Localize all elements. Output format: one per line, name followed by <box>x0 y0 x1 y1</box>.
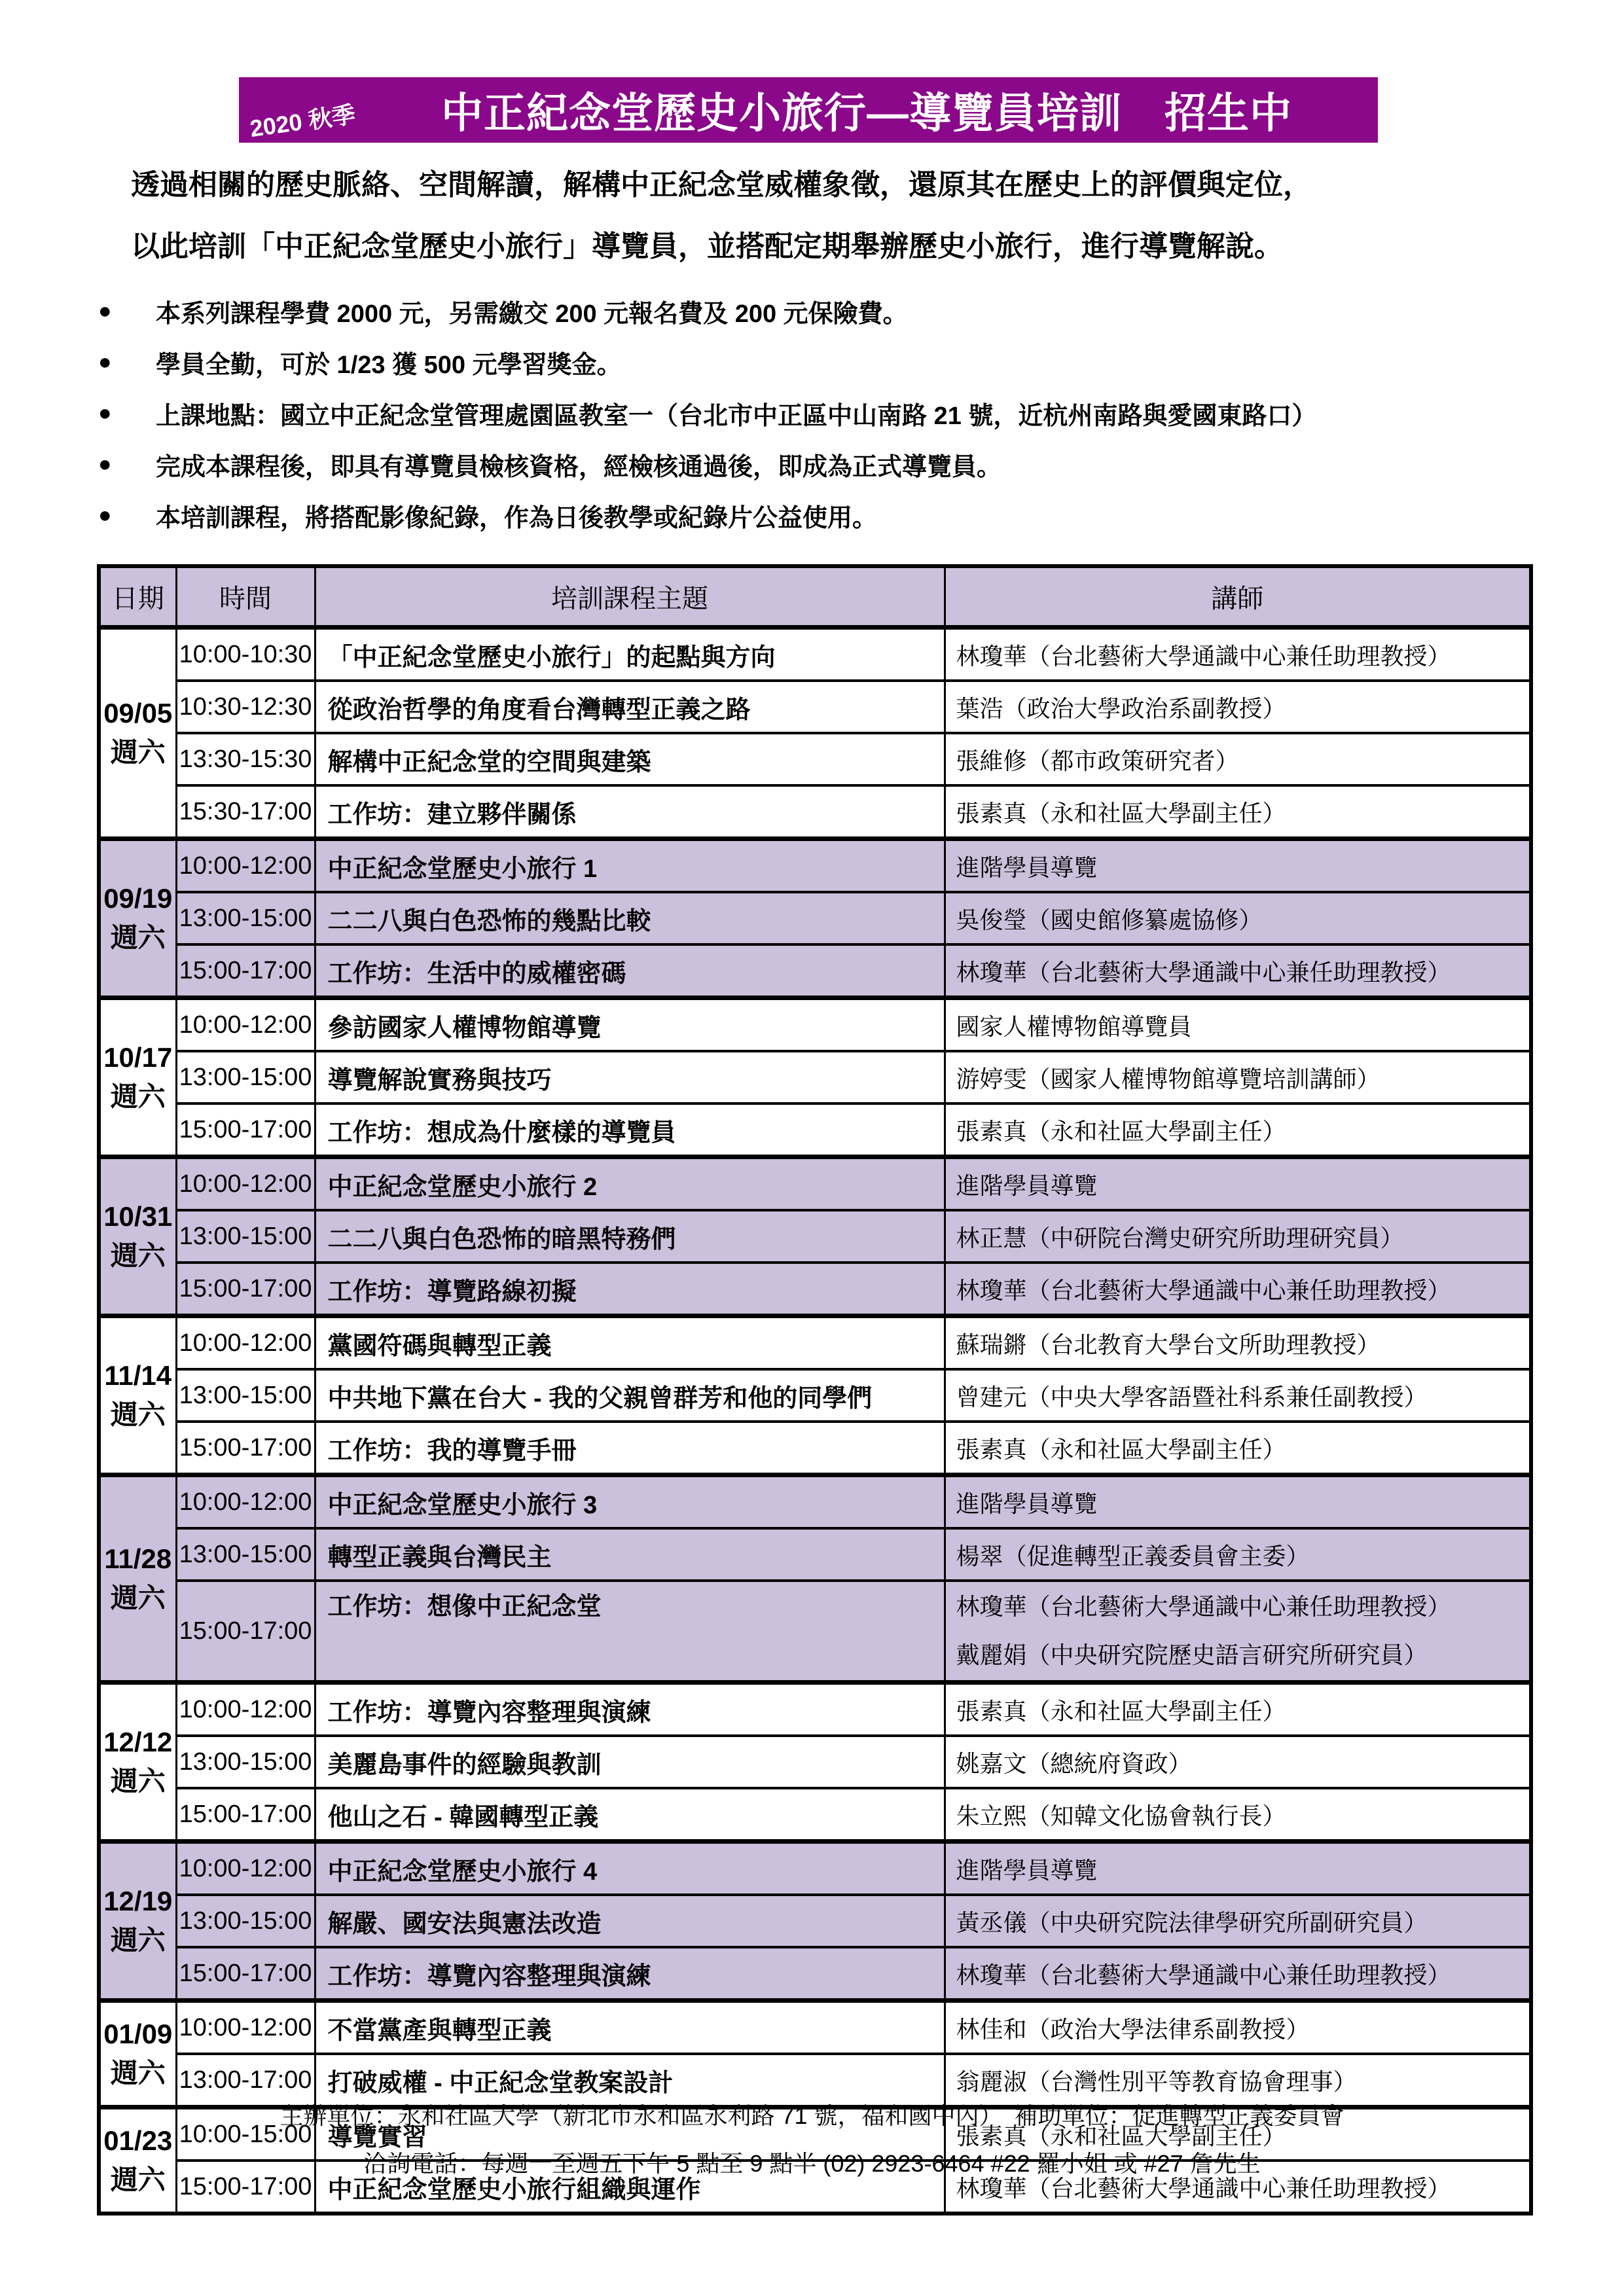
lecturer-name: 國家人權博物館導覽員 <box>956 1013 1192 1040</box>
topic-cell: 從政治哲學的角度看台灣轉型正義之路 <box>315 681 945 733</box>
lecturer-cell <box>945 1581 1531 1683</box>
lecturer-name: 林瓊華（台北藝術大學通識中心兼任助理教授） <box>956 958 1451 986</box>
lecturer-cell <box>945 998 1531 1052</box>
topic-cell: 導覽解說實務與技巧 <box>315 1051 945 1103</box>
lecturer-name: 楊翠（促進轉型正義委員會主委） <box>956 1542 1310 1570</box>
date-cell <box>99 1683 176 1842</box>
schedule-row <box>99 1788 1531 1842</box>
date-cell <box>99 1842 176 2001</box>
schedule-table-wrapper <box>97 564 1533 2215</box>
time-cell: 10:00-10:30 <box>176 628 315 681</box>
time-cell: 10:30-12:30 <box>176 681 315 733</box>
column-header: 講師 <box>945 566 1531 628</box>
lecturer-name: 進階學員導覽 <box>956 853 1098 881</box>
note-text: 本系列課程學費 2000 元，另需繳交 200 元報名費及 200 元保險費。 <box>156 300 908 328</box>
weekday-value: 週六 <box>110 1766 166 1797</box>
note-item <box>98 285 1558 336</box>
topic-cell: 中正紀念堂歷史小旅行組織與運作 <box>315 2161 945 2214</box>
schedule-row <box>99 1051 1531 1103</box>
date-value: 09/05 <box>103 698 173 728</box>
date-cell <box>99 1157 176 1316</box>
schedule-row <box>99 1369 1531 1422</box>
schedule-row <box>99 1736 1531 1788</box>
note-item <box>98 387 1558 439</box>
lecturer-cell <box>945 1947 1531 2001</box>
lecturer-name: 葉浩（政治大學政治系副教授） <box>956 694 1286 722</box>
note-text: 學員全勤，可於 1/23 獲 500 元學習獎金。 <box>156 351 622 379</box>
time-cell: 15:00-17:00 <box>176 1263 315 1316</box>
bullet-icon: ● <box>98 298 112 323</box>
weekday-value: 週六 <box>110 922 166 953</box>
schedule-row <box>99 1316 1531 1370</box>
date-cell <box>99 1316 176 1475</box>
lecturer-cell <box>945 785 1531 839</box>
time-cell: 15:00-17:00 <box>176 1581 315 1683</box>
schedule-row <box>99 1422 1531 1475</box>
schedule-row <box>99 839 1531 893</box>
lecturer-cell <box>945 1788 1531 1842</box>
schedule-row <box>99 2001 1531 2054</box>
time-cell: 10:00-12:00 <box>176 1842 315 1895</box>
lecturer-name: 張維修（都市政策研究者） <box>956 747 1239 774</box>
lecturer-name: 張素真（永和社區大學副主任） <box>956 2122 1286 2149</box>
date-value: 01/09 <box>103 2018 173 2049</box>
time-cell: 10:00-12:00 <box>176 1157 315 1211</box>
weekday-value: 週六 <box>110 2164 166 2195</box>
schedule-row <box>99 628 1531 681</box>
topic-cell: 中正紀念堂歷史小旅行 2 <box>315 1157 945 1211</box>
lecturer-cell <box>945 1316 1531 1370</box>
topic-cell: 工作坊：導覽路線初擬 <box>315 1263 945 1316</box>
footer-organizer: 主辦單位：永和社區大學（新北市永和區永利路 71 號，福和國中內） 補助單位：促進轉型正義委員會 <box>280 2102 1344 2129</box>
time-cell: 15:00-17:00 <box>176 1103 315 1157</box>
lecturer-name: 林瓊華（台北藝術大學通識中心兼任助理教授） <box>956 1961 1451 1988</box>
lecturer-name: 林瓊華（台北藝術大學通識中心兼任助理教授） <box>956 642 1451 670</box>
time-cell: 10:00-12:00 <box>176 998 315 1052</box>
note-item <box>98 336 1558 387</box>
date-value: 12/12 <box>103 1727 173 1757</box>
lecturer-cell <box>945 1683 1531 1736</box>
time-cell: 10:00-12:00 <box>176 839 315 893</box>
time-cell: 13:00-15:00 <box>176 1369 315 1422</box>
lecturer-name: 翁麗淑（台灣性別平等教育協會理事） <box>956 2068 1357 2095</box>
topic-cell: 打破威權 - 中正紀念堂教案設計 <box>315 2054 945 2108</box>
time-cell: 13:00-15:00 <box>176 1736 315 1788</box>
lecturer-name: 張素真（永和社區大學副主任） <box>956 1117 1286 1145</box>
topic-cell: 二二八與白色恐怖的暗黑特務們 <box>315 1210 945 1263</box>
topic-cell: 工作坊：生活中的威權密碼 <box>315 944 945 998</box>
time-cell: 10:00-12:00 <box>176 1316 315 1370</box>
lecturer-cell <box>945 892 1531 944</box>
lecturer-cell <box>945 1051 1531 1103</box>
time-cell: 13:00-15:00 <box>176 1051 315 1103</box>
note-item <box>98 490 1558 541</box>
lecturer-name: 林正慧（中研院台灣史研究所助理研究員） <box>956 1224 1404 1251</box>
topic-cell: 不當黨產與轉型正義 <box>315 2001 945 2054</box>
topic-cell: 參訪國家人權博物館導覽 <box>315 998 945 1052</box>
schedule-row <box>99 1103 1531 1157</box>
date-value: 11/28 <box>104 1543 172 1574</box>
lecturer-name: 林瓊華（台北藝術大學通識中心兼任助理教授） <box>956 1593 1451 1620</box>
weekday-value: 週六 <box>110 1240 166 1271</box>
date-cell <box>99 839 176 998</box>
time-cell: 10:00-12:00 <box>176 2001 315 2054</box>
topic-cell: 中正紀念堂歷史小旅行 1 <box>315 839 945 893</box>
topic-cell: 「中正紀念堂歷史小旅行」的起點與方向 <box>315 628 945 681</box>
lecturer-name: 蘇瑞鏘（台北教育大學台文所助理教授） <box>956 1331 1380 1358</box>
lecturer-cell <box>945 2001 1531 2054</box>
topic-cell: 工作坊：導覽內容整理與演練 <box>315 1947 945 2001</box>
date-cell <box>99 1475 176 1683</box>
time-cell: 13:00-15:00 <box>176 1528 315 1581</box>
schedule-row <box>99 1475 1531 1529</box>
date-value: 01/23 <box>103 2125 173 2156</box>
lecturer-name: 姚嘉文（總統府資政） <box>956 1749 1192 1777</box>
lecturer-name: 吳俊瑩（國史館修纂處協修） <box>956 906 1263 933</box>
lecturer-name: 林瓊華（台北藝術大學通識中心兼任助理教授） <box>956 2174 1451 2202</box>
schedule-row <box>99 1842 1531 1895</box>
schedule-row <box>99 733 1531 785</box>
schedule-row <box>99 1263 1531 1316</box>
topic-cell: 美麗島事件的經驗與教訓 <box>315 1736 945 1788</box>
schedule-row <box>99 892 1531 944</box>
topic-cell: 解構中正紀念堂的空間與建築 <box>315 733 945 785</box>
schedule-row <box>99 1895 1531 1947</box>
weekday-value: 週六 <box>110 1583 166 1613</box>
weekday-value: 週六 <box>110 1925 166 1956</box>
lecturer-name: 林瓊華（台北藝術大學通識中心兼任助理教授） <box>956 1276 1451 1304</box>
date-value: 10/17 <box>103 1042 173 1073</box>
schedule-row <box>99 1947 1531 2001</box>
topic-cell: 轉型正義與台灣民主 <box>315 1528 945 1581</box>
intro-paragraph <box>131 154 1512 278</box>
time-cell: 10:00-15:00 <box>176 2108 315 2161</box>
lecturer-name: 進階學員導覽 <box>956 1172 1098 1199</box>
schedule-row <box>99 1581 1531 1683</box>
bullet-icon: ● <box>98 451 112 476</box>
time-cell: 15:30-17:00 <box>176 785 315 839</box>
note-text: 完成本課程後，即具有導覽員檢核資格，經檢核通過後，即成為正式導覽員。 <box>156 453 1002 481</box>
schedule-row <box>99 681 1531 733</box>
lecturer-cell <box>945 944 1531 998</box>
date-cell <box>99 998 176 1157</box>
lecturer-name: 戴麗娟（中央研究院歷史語言研究所研究員） <box>956 1641 1428 1668</box>
lecturer-name: 朱立熙（知韓文化協會執行長） <box>956 1802 1286 1829</box>
lecturer-name: 游婷雯（國家人權博物館導覽培訓講師） <box>956 1065 1380 1092</box>
column-header: 日期 <box>99 566 176 628</box>
lecturer-name: 張素真（永和社區大學副主任） <box>956 1435 1286 1463</box>
lecturer-name: 張素真（永和社區大學副主任） <box>956 799 1286 827</box>
time-cell: 13:00-15:00 <box>176 892 315 944</box>
schedule-row <box>99 1528 1531 1581</box>
lecturer-cell <box>945 1369 1531 1422</box>
column-header: 時間 <box>176 566 315 628</box>
schedule-row <box>99 1210 1531 1263</box>
topic-cell: 二二八與白色恐怖的幾點比較 <box>315 892 945 944</box>
lecturer-cell <box>945 1528 1531 1581</box>
column-header: 培訓課程主題 <box>315 566 945 628</box>
topic-cell: 黨國符碼與轉型正義 <box>315 1316 945 1370</box>
topic-cell: 中正紀念堂歷史小旅行 3 <box>315 1475 945 1529</box>
time-cell: 10:00-12:00 <box>176 1683 315 1736</box>
banner-title: 中正紀念堂歷史小旅行—導覽員培訓 招生中 <box>441 90 1293 137</box>
date-value: 10/31 <box>103 1201 173 1232</box>
notes-list <box>98 285 1558 541</box>
lecturer-cell <box>945 1736 1531 1788</box>
footer-contact: 洽詢電話：每週一至週五下午 5 點至 9 點半 (02) 2923-6464 #22 羅小姐 或 #27 詹先生 <box>363 2150 1261 2177</box>
date-value: 09/19 <box>103 883 173 914</box>
topic-cell: 工作坊：建立夥伴關係 <box>315 785 945 839</box>
date-value: 12/19 <box>103 1886 173 1916</box>
time-cell: 15:00-17:00 <box>176 944 315 998</box>
time-cell: 15:00-17:00 <box>176 2161 315 2214</box>
lecturer-cell <box>945 1842 1531 1895</box>
time-cell: 15:00-17:00 <box>176 1788 315 1842</box>
bullet-icon: ● <box>98 400 112 425</box>
note-text: 上課地點：國立中正紀念堂管理處園區教室一（台北市中正區中山南路 21 號，近杭州南路與愛國東路口） <box>156 402 1317 430</box>
lecturer-cell <box>945 1210 1531 1263</box>
intro-line-1: 透過相關的歷史脈絡、空間解讀，解構中正紀念堂威權象徵，還原其在歷史上的評價與定位， <box>131 169 1312 201</box>
lecturer-cell <box>945 1475 1531 1529</box>
schedule-row <box>99 1683 1531 1736</box>
note-text: 本培訓課程，將搭配影像紀錄，作為日後教學或紀錄片公益使用。 <box>156 504 878 532</box>
time-cell: 10:00-12:00 <box>176 1475 315 1529</box>
bullet-icon: ● <box>98 349 112 374</box>
topic-cell: 中共地下黨在台大 - 我的父親曾群芳和他的同學們 <box>315 1369 945 1422</box>
lecturer-name: 黃丞儀（中央研究院法律學研究所副研究員） <box>956 1909 1428 1936</box>
season-label: 2020 秋季 <box>248 100 357 142</box>
date-value: 11/14 <box>104 1360 172 1391</box>
schedule-row <box>99 998 1531 1052</box>
topic-cell: 工作坊：想成為什麼樣的導覽員 <box>315 1103 945 1157</box>
topic-cell: 工作坊：想像中正紀念堂 <box>315 1581 945 1683</box>
schedule-header-row <box>99 566 1531 628</box>
lecturer-cell <box>945 1263 1531 1316</box>
time-cell: 13:00-17:00 <box>176 2054 315 2108</box>
lecturer-name: 進階學員導覽 <box>956 1856 1098 1884</box>
time-cell: 13:00-15:00 <box>176 1895 315 1947</box>
topic-cell: 他山之石 - 韓國轉型正義 <box>315 1788 945 1842</box>
recruitment-banner <box>239 77 1378 143</box>
topic-cell: 工作坊：我的導覽手冊 <box>315 1422 945 1475</box>
weekday-value: 週六 <box>110 1081 166 1112</box>
time-cell: 13:30-15:30 <box>176 733 315 785</box>
topic-cell: 解嚴、國安法與憲法改造 <box>315 1895 945 1947</box>
topic-cell: 導覽實習 <box>315 2108 945 2161</box>
intro-line-2: 以此培訓「中正紀念堂歷史小旅行」導覽員，並搭配定期舉辦歷史小旅行，進行導覽解說。 <box>131 230 1283 262</box>
note-item <box>98 439 1558 490</box>
schedule-row <box>99 785 1531 839</box>
lecturer-name: 進階學員導覽 <box>956 1490 1098 1517</box>
time-cell: 13:00-15:00 <box>176 1210 315 1263</box>
lecturer-name: 張素真（永和社區大學副主任） <box>956 1697 1286 1725</box>
weekday-value: 週六 <box>110 737 166 768</box>
schedule-row <box>99 1157 1531 1211</box>
date-cell <box>99 628 176 839</box>
topic-cell: 工作坊：導覽內容整理與演練 <box>315 1683 945 1736</box>
time-cell: 15:00-17:00 <box>176 1947 315 2001</box>
weekday-value: 週六 <box>110 2058 166 2089</box>
lecturer-cell <box>945 1157 1531 1211</box>
bullet-icon: ● <box>98 502 112 528</box>
lecturer-cell <box>945 839 1531 893</box>
lecturer-name: 曾建元（中央大學客語暨社科系兼任副教授） <box>956 1383 1428 1410</box>
topic-cell: 中正紀念堂歷史小旅行 4 <box>315 1842 945 1895</box>
lecturer-cell <box>945 1422 1531 1475</box>
weekday-value: 週六 <box>110 1399 166 1430</box>
lecturer-cell <box>945 628 1531 681</box>
time-cell: 15:00-17:00 <box>176 1422 315 1475</box>
schedule-table <box>97 564 1533 2215</box>
lecturer-cell <box>945 1895 1531 1947</box>
lecturer-cell <box>945 733 1531 785</box>
schedule-row <box>99 944 1531 998</box>
date-cell <box>99 2001 176 2108</box>
lecturer-name: 林佳和（政治大學法律系副教授） <box>956 2015 1310 2043</box>
lecturer-cell <box>945 681 1531 733</box>
lecturer-cell <box>945 1103 1531 1157</box>
